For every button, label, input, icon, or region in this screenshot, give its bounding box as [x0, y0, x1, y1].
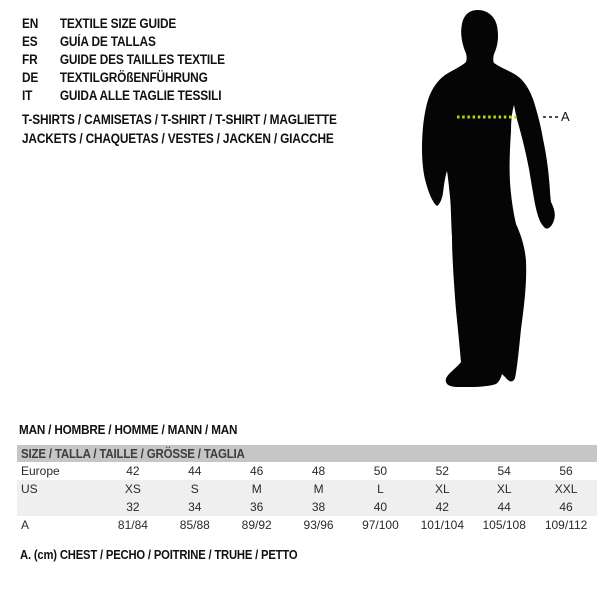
table-row-europe	[17, 462, 597, 480]
size-cell: 36	[250, 500, 264, 514]
size-cell: 44	[497, 500, 511, 514]
size-table-header	[17, 445, 597, 462]
language-code: EN	[22, 15, 39, 31]
language-label: TEXTILE SIZE GUIDE	[59, 15, 177, 31]
language-label: GUIDA ALLE TAGLIE TESSILI	[59, 87, 222, 103]
language-list	[22, 14, 253, 104]
size-cell: 32	[126, 500, 140, 514]
measure-label-a: A	[561, 109, 570, 124]
size-cell: 85/88	[179, 518, 210, 532]
table-row-a-chest	[17, 516, 597, 534]
size-cell: XL	[434, 482, 450, 496]
figure-man	[410, 5, 580, 395]
language-row	[22, 68, 225, 86]
size-cell: 109/112	[544, 518, 588, 532]
language-code: DE	[22, 69, 39, 85]
size-cell: 52	[435, 464, 449, 478]
size-cell: 48	[311, 464, 326, 478]
language-label: TEXTILGRÖßENFÜHRUNG	[59, 69, 208, 85]
size-cell: 50	[373, 464, 388, 478]
size-cell: 46	[559, 500, 573, 514]
language-code: FR	[22, 51, 38, 67]
size-cell: 42	[435, 500, 449, 514]
footnote-chest-measure: A. (cm) CHEST / PECHO / POITRINE / TRUHE / PETTO	[20, 548, 298, 562]
size-cell: 81/84	[117, 518, 148, 532]
language-label: GUIDE DES TAILLES TEXTILE	[59, 51, 225, 67]
table-row-numeric	[17, 498, 597, 516]
man-silhouette	[410, 5, 580, 395]
size-cell: 34	[188, 500, 202, 514]
language-row	[22, 50, 225, 68]
size-cell: 40	[373, 500, 388, 514]
size-cell: 54	[497, 464, 511, 478]
size-cell: 89/92	[241, 518, 272, 532]
language-code: ES	[22, 33, 38, 49]
size-cell: 38	[311, 500, 326, 514]
category-jackets: JACKETS / CHAQUETAS / VESTES / JACKEN / GIACCHE	[22, 131, 334, 146]
size-table-header-label: SIZE / TALLA / TAILLE / GRÖSSE / TAGLIA	[21, 446, 245, 461]
size-cell: 42	[126, 464, 140, 478]
size-cell: 101/104	[420, 518, 464, 532]
size-cell: L	[377, 482, 384, 496]
size-cell: M	[251, 482, 262, 496]
category-tshirts: T-SHIRTS / CAMISETAS / T-SHIRT / T-SHIRT / MAGLIETTE	[22, 112, 337, 127]
table-row-us	[17, 480, 597, 498]
size-cell: XS	[124, 482, 141, 496]
size-cell: S	[190, 482, 199, 496]
language-row	[22, 32, 225, 50]
size-cell: 56	[559, 464, 573, 478]
language-label: GUÍA DE TALLAS	[59, 33, 156, 49]
size-cell: M	[313, 482, 324, 496]
size-cell: 105/108	[482, 518, 526, 532]
size-table	[17, 445, 597, 534]
row-label: A	[21, 518, 30, 532]
category-list	[22, 110, 380, 148]
language-row	[22, 86, 225, 104]
size-cell: XXL	[554, 482, 578, 496]
row-label: US	[21, 482, 38, 496]
size-cell: 46	[250, 464, 264, 478]
language-code: IT	[22, 87, 33, 103]
size-cell: 93/96	[303, 518, 334, 532]
size-cell: 44	[188, 464, 202, 478]
size-cell: XL	[496, 482, 512, 496]
size-cell: 97/100	[362, 518, 399, 532]
language-row	[22, 14, 225, 32]
row-label: Europe	[21, 464, 60, 478]
man-silhouette-shape	[422, 10, 555, 387]
section-title-man: MAN / HOMBRE / HOMME / MANN / MAN	[19, 421, 238, 437]
